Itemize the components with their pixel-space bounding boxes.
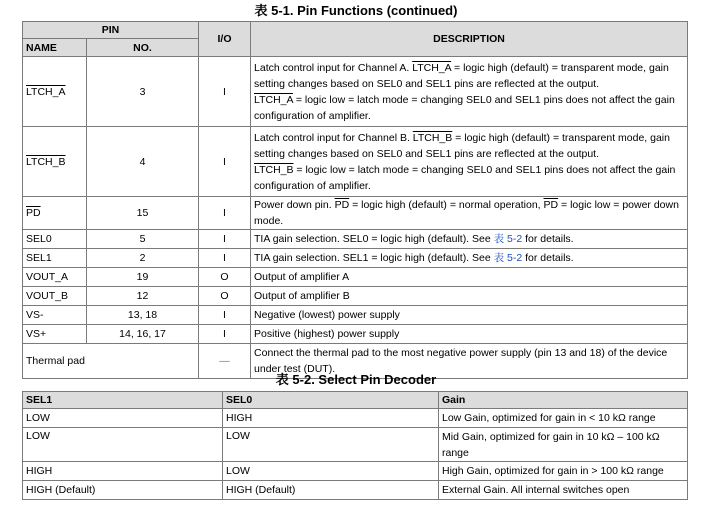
pin-no: 14, 16, 17: [87, 325, 199, 344]
table-row: [23, 306, 688, 325]
pin-no: 2: [87, 249, 199, 268]
table-row: [23, 287, 688, 306]
pin-io: I: [199, 230, 251, 249]
gain-value: Low Gain, optimized for gain in < 10 kΩ range: [439, 409, 688, 428]
pin-io: I: [199, 306, 251, 325]
pin-no: 15: [87, 197, 199, 230]
pin-io: I: [199, 249, 251, 268]
sel1-value: HIGH: [23, 462, 223, 481]
pin-description: TIA gain selection. SEL1 = logic high (default). See 表 5-2 for details.: [251, 249, 688, 268]
table-row: [23, 57, 688, 127]
table-row: [23, 268, 688, 287]
pin-io: I: [199, 57, 251, 127]
sel0-value: LOW: [223, 462, 439, 481]
pin-io: I: [199, 127, 251, 197]
header-name: NAME: [23, 39, 87, 57]
pin-description: Latch control input for Channel B. LTCH_B = logic high (default) = transparent mode, gain setting changes based on SEL0 and SEL1 pins are reflected at the output. LTCH_B = logic low = latch mode = changing SEL0 and SEL1 pins does not affect the gain configuration of amplifier.: [251, 127, 688, 197]
sel0-value: HIGH (Default): [223, 481, 439, 500]
gain-value: External Gain. All internal switches open: [439, 481, 688, 500]
pin-io: O: [199, 287, 251, 306]
pin-description: TIA gain selection. SEL0 = logic high (default). See 表 5-2 for details.: [251, 230, 688, 249]
sel1-value: LOW: [23, 409, 223, 428]
table-row: [23, 481, 688, 500]
gain-value: High Gain, optimized for gain in > 100 kΩ range: [439, 462, 688, 481]
pin-description: Power down pin. $\overline{PD}$ = logic high (default) = normal operation, $\overline{PD}$ = logic low = power down mode.: [251, 197, 688, 230]
table-row: [23, 409, 688, 428]
sel1-value: HIGH (Default): [23, 481, 223, 500]
table-row: [23, 197, 688, 230]
pin-description: Latch control input for Channel A. LTCH_A = logic high (default) = transparent mode, gain setting changes based on SEL0 and SEL1 pins are reflected at the output. LTCH_A = logic low = latch mode = changing SEL0 and SEL1 pins does not affect the gain configuration of amplifier.: [251, 57, 688, 127]
table-row: [23, 249, 688, 268]
pin-name: Thermal pad: [23, 344, 199, 379]
pin-name: SEL0: [23, 230, 87, 249]
sel0-value: HIGH: [223, 409, 439, 428]
select-pin-decoder-table: [22, 391, 688, 500]
pin-name: VOUT_A: [23, 268, 87, 287]
pin-description: Positive (highest) power supply: [251, 325, 688, 344]
table-5-2-link[interactable]: 表 5-2: [493, 233, 523, 245]
pin-name: LTCH_B: [23, 127, 87, 197]
gain-value: Mid Gain, optimized for gain in 10 kΩ – 100 kΩ range: [439, 428, 688, 462]
header-no: NO.: [87, 39, 199, 57]
table1-caption: 表 5-1. Pin Functions (continued): [254, 3, 458, 18]
pin-name: $\overline{PD}$: [23, 197, 87, 230]
table-row: [23, 127, 688, 197]
header-description: DESCRIPTION: [251, 22, 688, 57]
sel1-value: LOW: [23, 428, 223, 462]
header-pin: PIN: [23, 22, 199, 39]
table-row: [23, 325, 688, 344]
pin-description: Negative (lowest) power supply: [251, 306, 688, 325]
pin-no: 3: [87, 57, 199, 127]
pin-no: 5: [87, 230, 199, 249]
pin-name: VOUT_B: [23, 287, 87, 306]
pin-description: Output of amplifier B: [251, 287, 688, 306]
pin-no: 19: [87, 268, 199, 287]
header-io: I/O: [199, 22, 251, 57]
sel0-value: LOW: [223, 428, 439, 462]
pin-no: 12: [87, 287, 199, 306]
table-row: [23, 462, 688, 481]
pin-description: Output of amplifier A: [251, 268, 688, 287]
pin-name: LTCH_A: [23, 57, 87, 127]
pin-name: SEL1: [23, 249, 87, 268]
header-sel0: SEL0: [223, 392, 439, 409]
header-gain: Gain: [439, 392, 688, 409]
pin-io: —: [199, 344, 251, 379]
table-5-2-link[interactable]: 表 5-2: [493, 252, 523, 264]
pin-name: VS-: [23, 306, 87, 325]
pin-no: 4: [87, 127, 199, 197]
pin-name: VS+: [23, 325, 87, 344]
pin-io: I: [199, 197, 251, 230]
header-sel1: SEL1: [23, 392, 223, 409]
pin-io: O: [199, 268, 251, 287]
pin-functions-table: [22, 21, 688, 379]
table-row: [23, 428, 688, 462]
table2-caption: 表 5-2. Select Pin Decoder: [275, 372, 437, 387]
pin-io: I: [199, 325, 251, 344]
pin-no: 13, 18: [87, 306, 199, 325]
table-row: [23, 230, 688, 249]
pin-description: Connect the thermal pad to the most negative power supply (pin 13 and 18) of the device under test (DUT).: [251, 344, 688, 379]
